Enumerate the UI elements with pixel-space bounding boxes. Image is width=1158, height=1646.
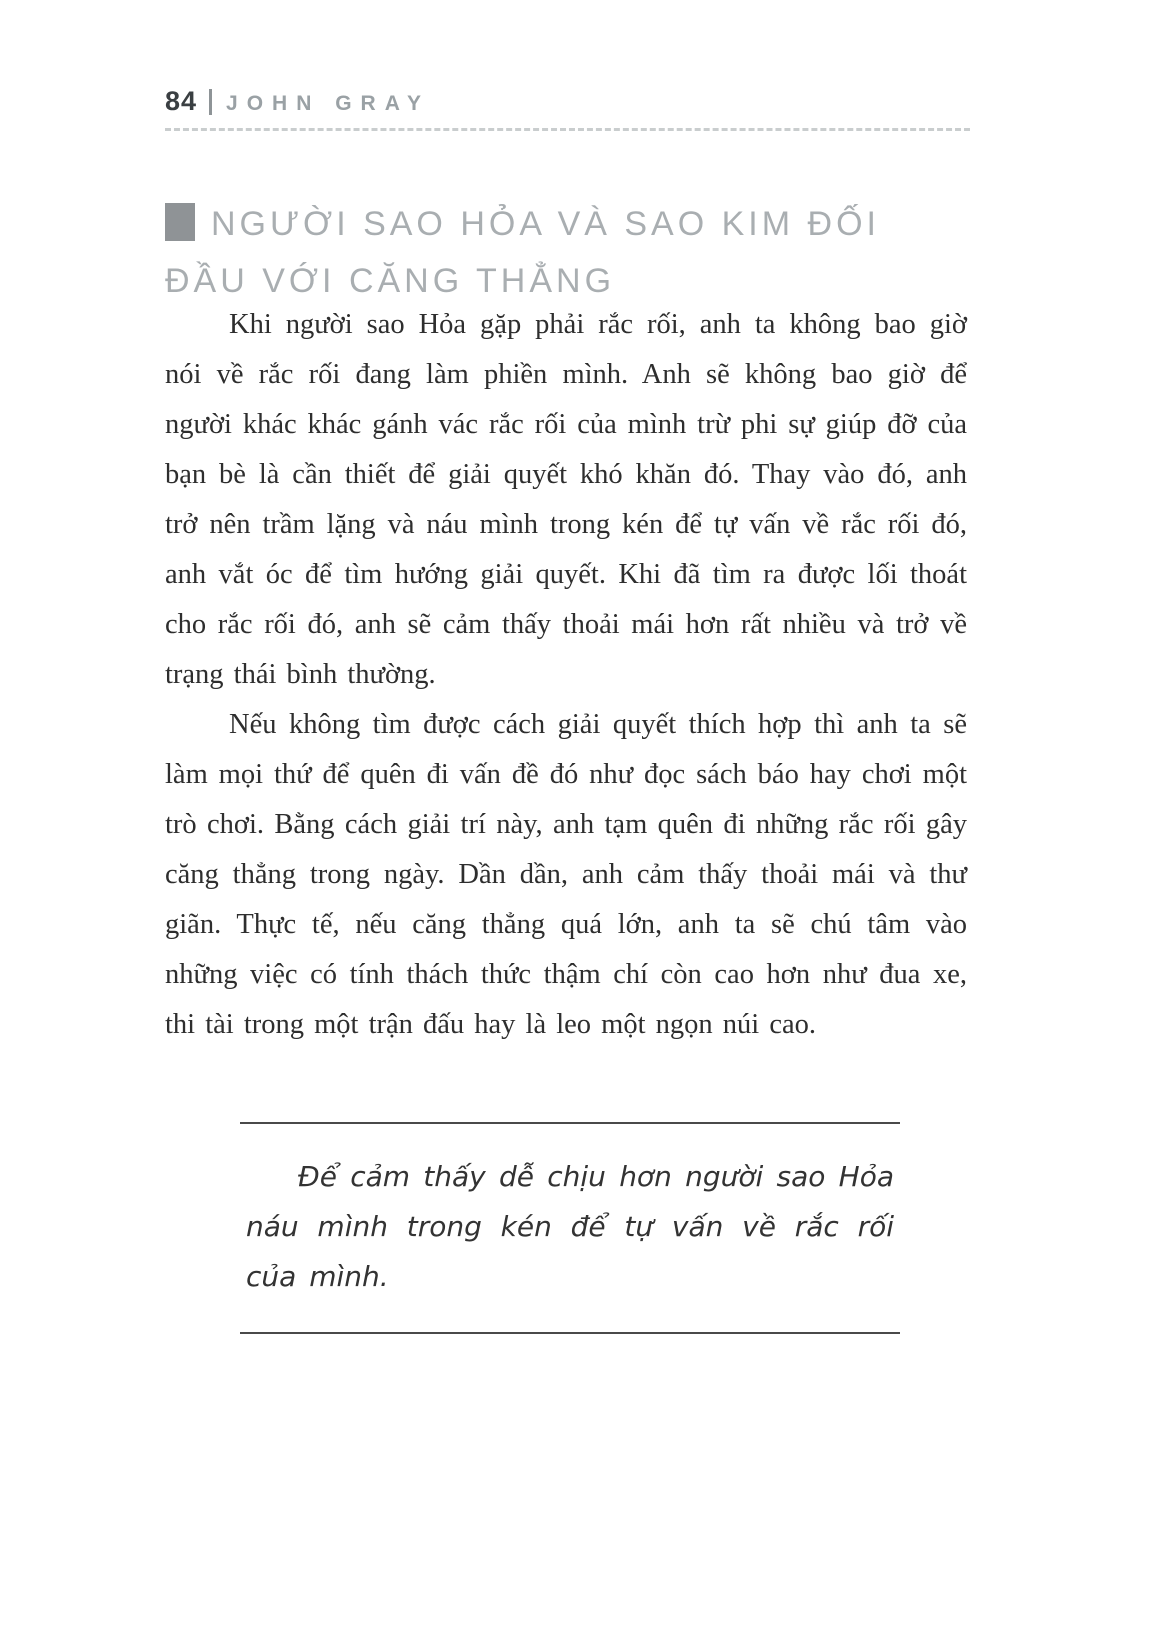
body-text bbox=[165, 300, 967, 1050]
header-dashed-rule bbox=[165, 128, 970, 131]
page-header bbox=[165, 86, 968, 117]
header-divider bbox=[209, 89, 212, 115]
pull-quote-text: Để cảm thấy dễ chịu hơn người sao Hỏa náu mình trong kén để tự vấn về rắc rối của mình. bbox=[246, 1160, 894, 1293]
pull-quote bbox=[240, 1122, 900, 1334]
page-number: 84 bbox=[165, 86, 198, 116]
section-heading bbox=[165, 196, 973, 310]
paragraph-2: Nếu không tìm được cách giải quyết thích hợp thì anh ta sẽ làm mọi thứ để quên đi vấn đề đó như đọc sách báo hay chơi một trò chơi. Bằng cách giải trí này, anh tạm quên đi những rắc rối gây căng thẳng trong ngày. Dần dần, anh cảm thấy thoải mái và thư giãn. Thực tế, nếu căng thẳng quá lớn, anh ta sẽ chú tâm vào những việc có tính thách thức thậm chí còn cao hơn như đua xe, thi tài trong một trận đấu hay là leo một ngọn núi cao. bbox=[165, 709, 967, 1040]
paragraph-1: Khi người sao Hỏa gặp phải rắc rối, anh ta không bao giờ nói về rắc rối đang làm phiền mình. Anh sẽ không bao giờ để người khác khác gánh vác rắc rối của mình trừ phi sự giúp đỡ của bạn bè là cần thiết để giải quyết khó khăn đó. Thay vào đó, anh trở nên trầm lặng và náu mình trong kén để tự vấn về rắc rối đó, anh vắt óc để tìm hướng giải quyết. Khi đã tìm ra được lối thoát cho rắc rối đó, anh sẽ cảm thấy thoải mái hơn rất nhiều và trở về trạng thái bình thường. bbox=[165, 309, 967, 690]
section-heading-text: NGƯỜI SAO HỎA VÀ SAO KIM ĐỐI ĐẦU VỚI CĂNG THẲNG bbox=[165, 205, 880, 300]
heading-square-marker bbox=[165, 203, 195, 241]
author-name: JOHN GRAY bbox=[226, 92, 430, 115]
